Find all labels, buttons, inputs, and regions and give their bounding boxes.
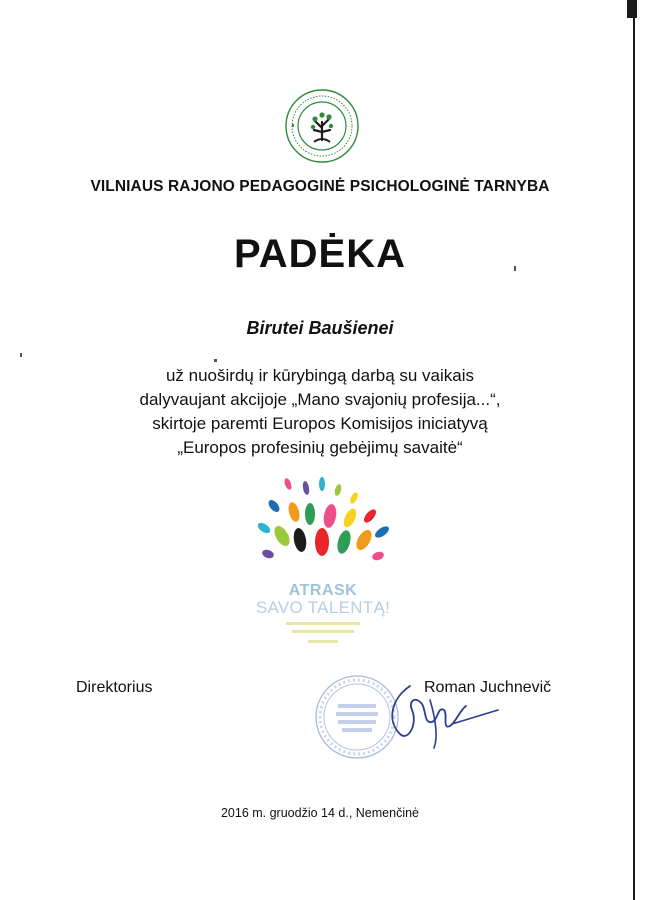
text-line: už nuoširdų ir kūrybingą darbą su vaikais <box>165 366 475 385</box>
handwritten-signature <box>382 680 502 750</box>
emblem-faded-line <box>308 640 338 643</box>
text-line: skirtoje paremti Europos Komisijos iniciatyvą <box>152 414 488 433</box>
emblem-line-1: ATRASK <box>288 582 358 599</box>
emblem-faded-line <box>292 630 354 633</box>
emblem-faded-line <box>286 622 360 625</box>
scan-speck <box>514 266 516 271</box>
text-line: dalyvaujant akcijoje „Mano svajonių profesija...“, <box>139 390 501 409</box>
emblem-line-2: SAVO TALENTĄ! <box>255 598 391 617</box>
talent-emblem <box>238 470 408 660</box>
scan-speck <box>214 359 217 362</box>
text-line: „Europos profesinių gebėjimų savaitė“ <box>177 438 463 457</box>
signatory-name: Roman Juchnevič <box>424 679 552 696</box>
document-title: PADĖKA <box>234 232 406 276</box>
scan-speck <box>20 353 22 357</box>
certificate-text <box>0 364 640 460</box>
date-and-place: 2016 m. gruodžio 14 d., Nemenčinė <box>220 806 420 820</box>
signatory-role: Direktorius <box>76 679 153 696</box>
leaves-emblem-icon <box>238 470 408 580</box>
scan-edge-top <box>627 0 637 18</box>
organization-name: VILNIAUS RAJONO PEDAGOGINĖ PSICHOLOGINĖ TARNYBA <box>90 178 550 195</box>
tree-seal-icon <box>284 88 360 164</box>
recipient-name: Birutei Baušienei <box>246 318 394 338</box>
